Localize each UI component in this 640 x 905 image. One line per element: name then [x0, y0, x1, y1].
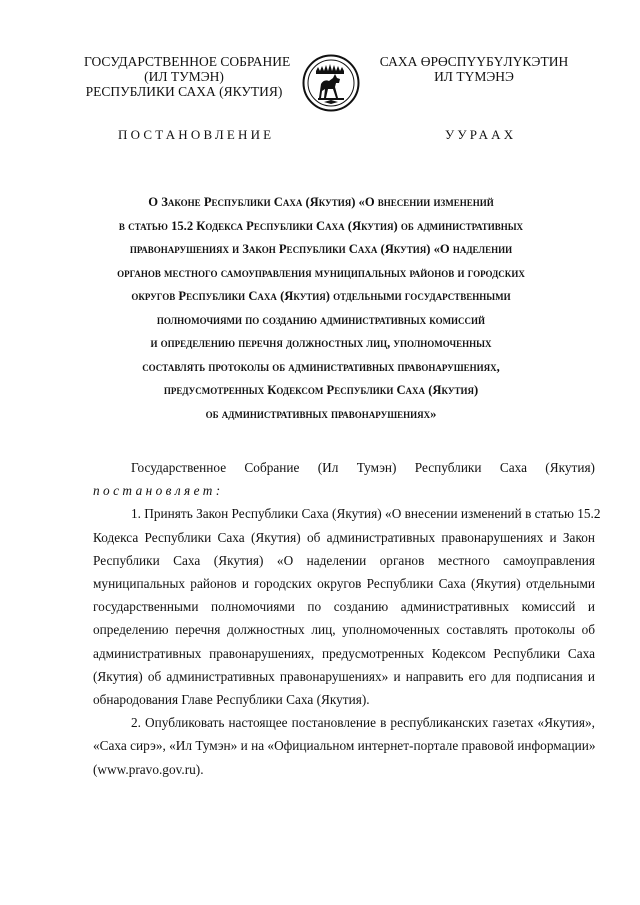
resolves-word: постановляет:	[93, 483, 224, 499]
title-line: в статью 15.2 Кодекса Республики Саха (Якутия) об административных	[118, 218, 524, 233]
header-left-line: РЕСПУБЛИКИ САХА (ЯКУТИЯ)	[85, 84, 283, 99]
header-left-line: (ИЛ ТУМЭН)	[144, 69, 224, 84]
paragraph-2-line: «Саха сирэ», «Ил Тумэн» и на «Официальном интернет-портале правовой информации»	[93, 738, 596, 754]
paragraph-1-line: Кодекса Республики Саха (Якутия) об административных правонарушениях и Закон	[93, 529, 595, 545]
doc-type-ru: ПОСТАНОВЛЕНИЕ	[118, 127, 275, 142]
title-line: и определению перечня должностных лиц, уполномоченных	[150, 336, 492, 350]
header-left-block	[84, 54, 291, 99]
paragraph-1-line: (Якутия) об административных правонарушениях» и направить его для подписания и	[93, 668, 595, 684]
paragraph-1-line: обнародования Главе Республики Саха (Якутия).	[93, 692, 370, 708]
header-right-block	[374, 54, 574, 84]
paragraph-1-line: государственными полномочиями по созданию административных комиссий и	[93, 599, 595, 615]
header-right-line: САХА ӨРӨСПҮҮБҮЛҮКЭТИН	[379, 54, 569, 69]
paragraph-2-line: 2. Опубликовать настоящее постановление в республиканских газетах «Якутия»,	[131, 715, 595, 731]
paragraph-1-line: 1. Принять Закон Республики Саха (Якутия) «О внесении изменений в статью 15.2	[131, 506, 601, 522]
paragraph-1-line: муниципальных районов и городских округов Республики Саха (Якутия) отдельными	[93, 576, 595, 592]
intro-line: Государственное Собрание (Ил Тумэн) Республики Саха (Якутия)	[131, 460, 595, 475]
title-line: О Законе Республики Саха (Якутия) «О внесении изменений	[148, 195, 494, 209]
header-left-line: ГОСУДАРСТВЕННОЕ СОБРАНИЕ	[84, 54, 291, 69]
document-title	[70, 191, 572, 426]
title-line: полномочиями по созданию административных комиссий	[156, 312, 486, 327]
header-right-line: ИЛ ТҮМЭНЭ	[434, 69, 514, 84]
title-line: округов Республики Саха (Якутия) отдельными государственными	[131, 289, 511, 303]
title-line: об административных правонарушениях»	[205, 406, 437, 421]
paragraph-1-line: Республики Саха (Якутия) «О наделении органов местного самоуправления	[93, 552, 595, 568]
paragraph-1-line: административных правонарушениях, предусмотренных Кодексом Республики Саха	[93, 645, 595, 661]
title-line: правонарушениях и Закон Республики Саха (Якутия) «О наделении	[129, 242, 513, 256]
coat-of-arms-emblem-icon	[302, 54, 360, 112]
title-line: органов местного самоуправления муниципальных районов и городских	[117, 265, 525, 280]
paragraph-2-line: (www.pravo.gov.ru).	[93, 761, 204, 777]
title-line: составлять протоколы об административных правонарушениях,	[142, 359, 500, 374]
doc-type-sah: УУРААХ	[445, 127, 517, 142]
document-body	[93, 456, 601, 781]
paragraph-1-line: определению перечня должностных лиц, уполномоченных составлять протоколы об	[93, 622, 595, 638]
title-line: предусмотренных Кодексом Республики Саха (Якутия)	[163, 383, 479, 397]
